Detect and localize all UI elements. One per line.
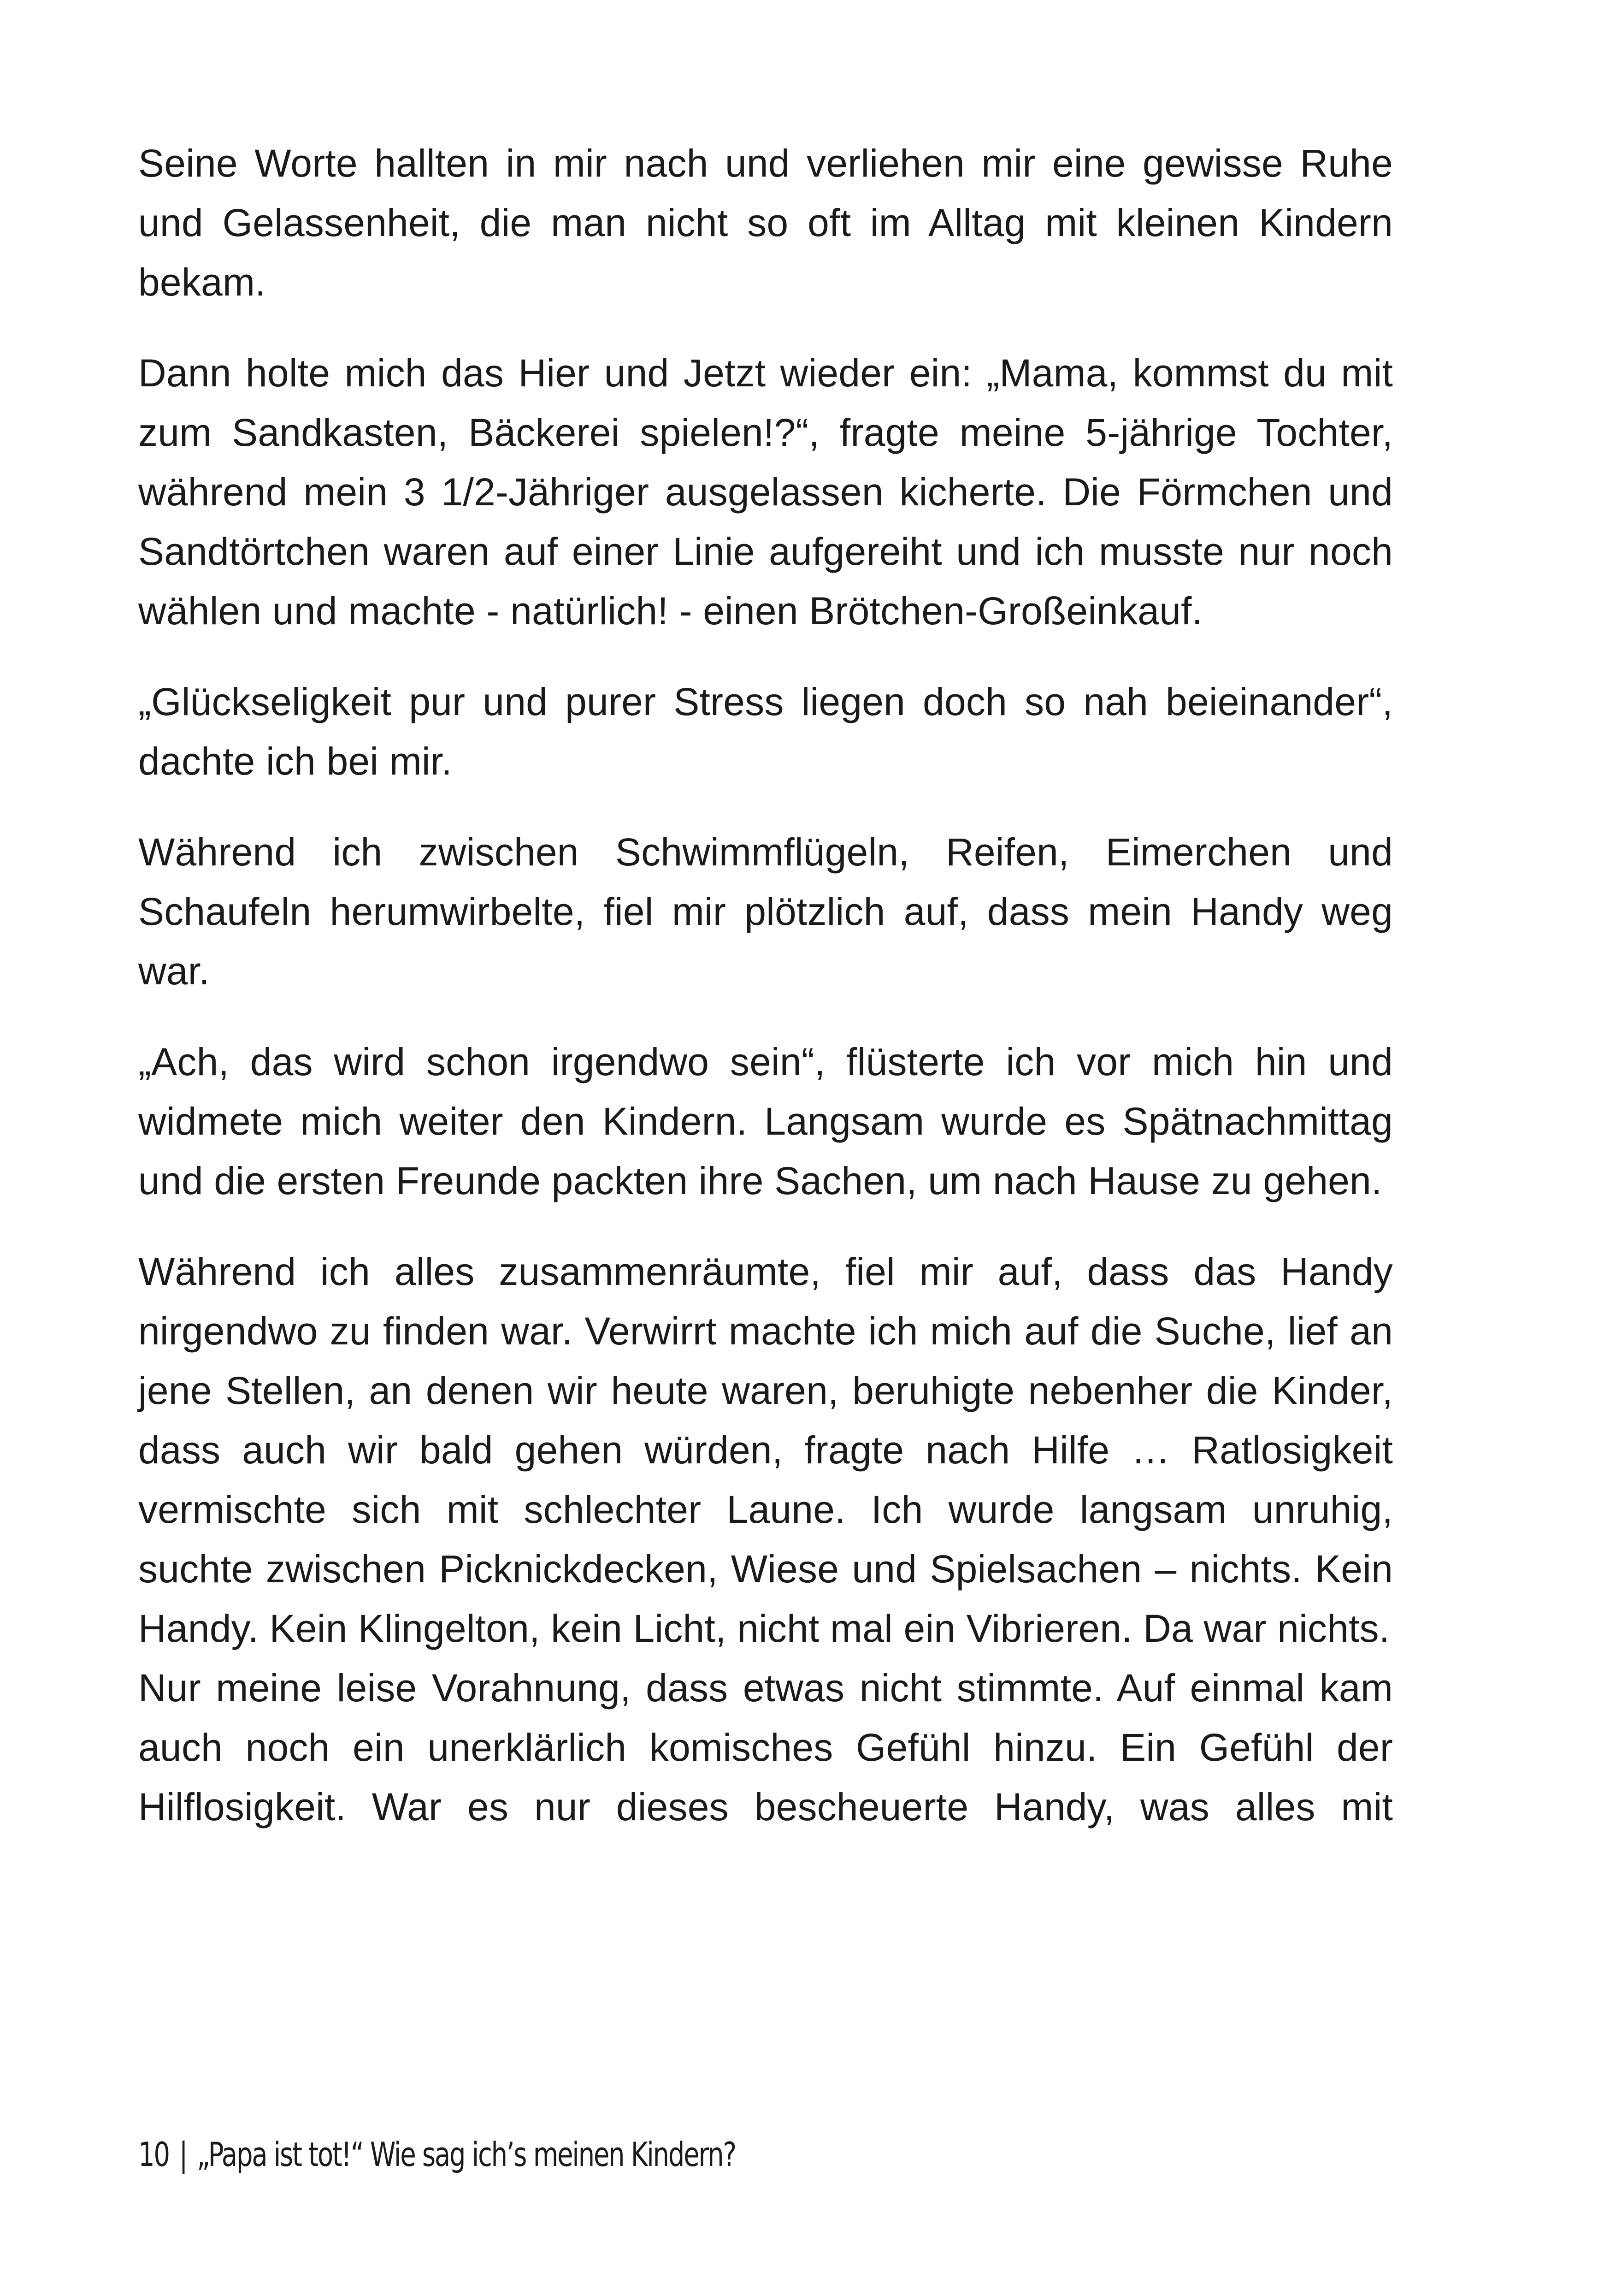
paragraph-3: „Glückseligkeit pur und purer Stress liegen doch so nah beieinander“, dachte ich bei mir. [138, 680, 1393, 783]
paragraph-1: Seine Worte hallten in mir nach und verliehen mir eine gewisse Ruhe und Gelassenheit, die man nicht so oft im Alltag mit kleinen Kindern bekam. [138, 142, 1393, 304]
paragraph-2: Dann holte mich das Hier und Jetzt wieder ein: „Mama, kommst du mit zum Sandkasten, Bäckerei spielen!?“, fragte meine 5-jährige Tochter, während mein 3 1/2-Jähriger ausgelassen kicherte. Die Förmchen und Sandtörtchen waren auf einer Linie aufgereiht und ich musste nur noch wählen und machte - natürlich! - einen Brötchen-Großeinkauf. [138, 351, 1393, 633]
paragraph-7: Nur meine leise Vorahnung, dass etwas nicht stimmte. Auf einmal kam auch noch ein unerklärlich komisches Gefühl hinzu. Ein Gefühl der Hilflosigkeit. War es nur dieses bescheuerte Handy, was alles mit [138, 1666, 1393, 1829]
body-text [138, 134, 1393, 1837]
paragraph-6: Während ich alles zusammenräumte, fiel mir auf, dass das Handy nirgendwo zu finden war. Verwirrt machte ich mich auf die Suche, lief an jene Stellen, an denen wir heute waren, beruhigte nebenher die Kinder, dass auch wir bald gehen würden, fragte nach Hilfe … Ratlosigkeit vermischte sich mit schlechter Laune. Ich wurde langsam unruhig, suchte zwischen Picknickdecken, Wiese und Spielsachen – nichts. Kein Handy. Kein Klingelton, kein Licht, nicht mal ein Vibrieren. Da war nichts. [138, 1250, 1393, 1650]
page-number: 10 [138, 2135, 169, 2174]
paragraph-4: Während ich zwischen Schwimmflügeln, Reifen, Eimerchen und Schaufeln herumwirbelte, fiel mir plötzlich auf, dass mein Handy weg war. [138, 830, 1393, 993]
footer-separator: | [179, 2135, 187, 2174]
page-footer [138, 2134, 736, 2175]
paragraph-5: „Ach, das wird schon irgendwo sein“, flüsterte ich vor mich hin und widmete mich weiter den Kindern. Langsam wurde es Spätnachmittag und die ersten Freunde packten ihre Sachen, um nach Hause zu gehen. [138, 1040, 1393, 1202]
running-title: „Papa ist tot!“ Wie sag ich’s meinen Kindern? [197, 2135, 736, 2174]
